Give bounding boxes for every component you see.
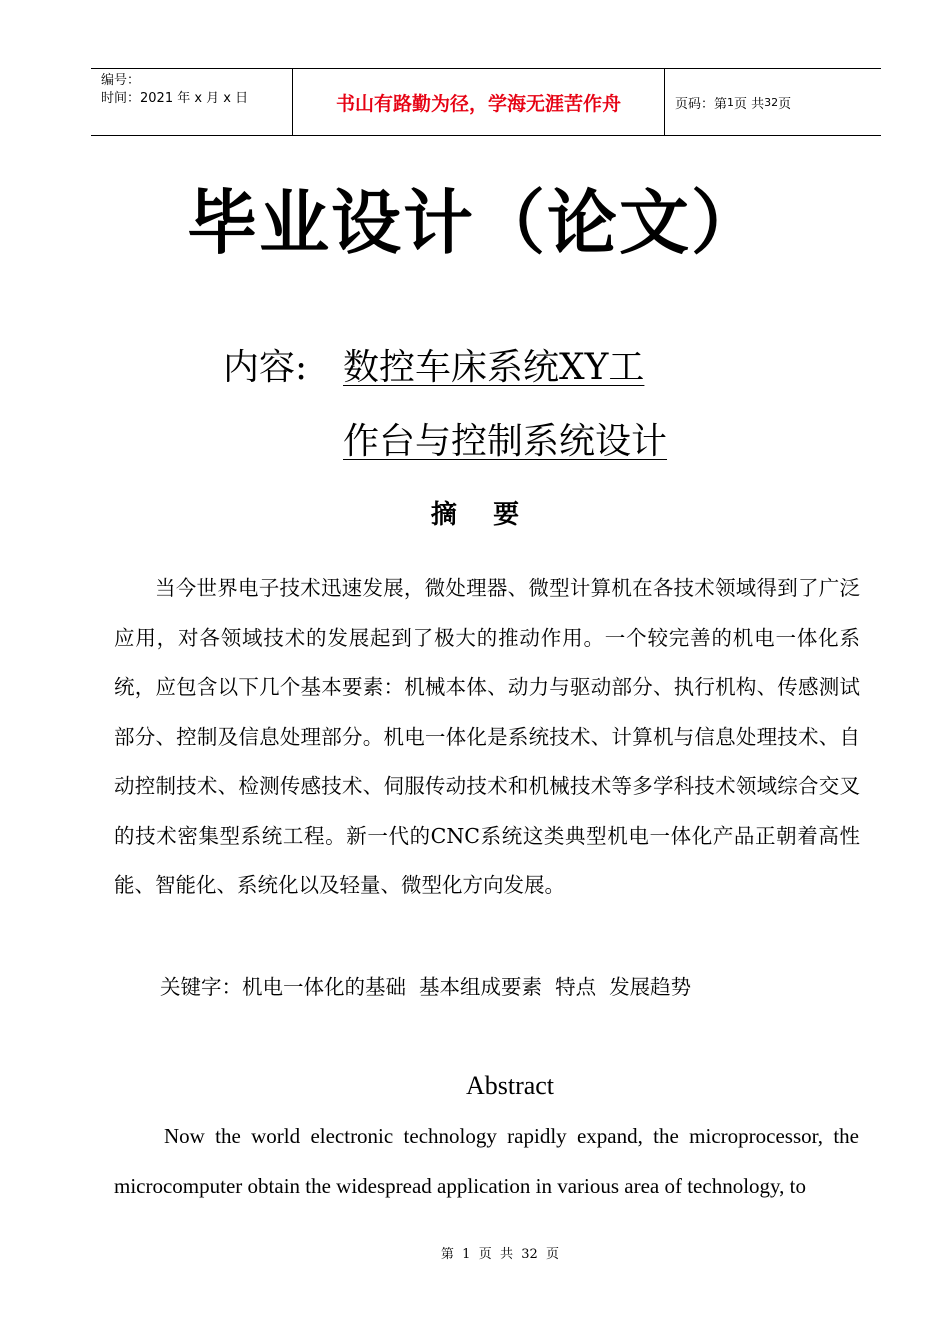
abstract-en-heading: Abstract <box>465 1071 555 1100</box>
header-time-label: 时间：2021 年 x 月 x 日 <box>101 91 249 106</box>
header-table <box>91 68 881 136</box>
header-page-total: 32 <box>764 95 779 109</box>
header-motto: 书山有路勤为径，学海无涯苦作舟 <box>293 69 665 135</box>
header-meta <box>91 69 293 135</box>
header-page-info <box>665 69 881 135</box>
content-title-line-2: 作台与控制系统设计 <box>343 421 668 462</box>
header-page-end: 页 <box>778 96 792 112</box>
header-page-mid: 页 共 <box>734 96 765 112</box>
content-label: 内容: <box>223 347 308 388</box>
content-title-line-1: 数控车床系统XY工 <box>343 347 645 388</box>
header-page-label: 页码：第 <box>675 96 728 112</box>
keywords: 关键字：机电一体化的基础 基本组成要素 特点 发展趋势 <box>160 975 692 999</box>
abstract-en-body: Now the world electronic technology rapidly expand, the microprocessor, the microcomputer obtain the widespread application in various area of technology, to <box>114 1124 859 1198</box>
abstract-cn-body: 当今世界电子技术迅速发展，微处理器、微型计算机在各技术领域得到了广泛应用，对各领域技术的发展起到了极大的推动作用。一个较完善的机电一体化系统，应包含以下几个基本要素：机械本体、动力与驱动部分、执行机构、传感测试部分、控制及信息处理部分。机电一体化是系统技术、计算机与信息处理技术、自动控制技术、检测传感技术、伺服传动技术和机械技术等多学科技术领域综合交叉的技术密集型系统工程。新一代的CNC系统这类典型机电一体化产品正朝着高性能、智能化、系统化以及轻量、微型化方向发展。 <box>114 576 860 897</box>
page-footer: 第 1 页 共 32 页 <box>440 1247 560 1262</box>
abstract-cn-heading: 摘 要 <box>430 500 520 530</box>
document-title: 毕业设计（论文） <box>187 181 763 264</box>
header-id-label: 编号： <box>101 73 141 88</box>
header-page-num: 1 <box>727 95 735 109</box>
